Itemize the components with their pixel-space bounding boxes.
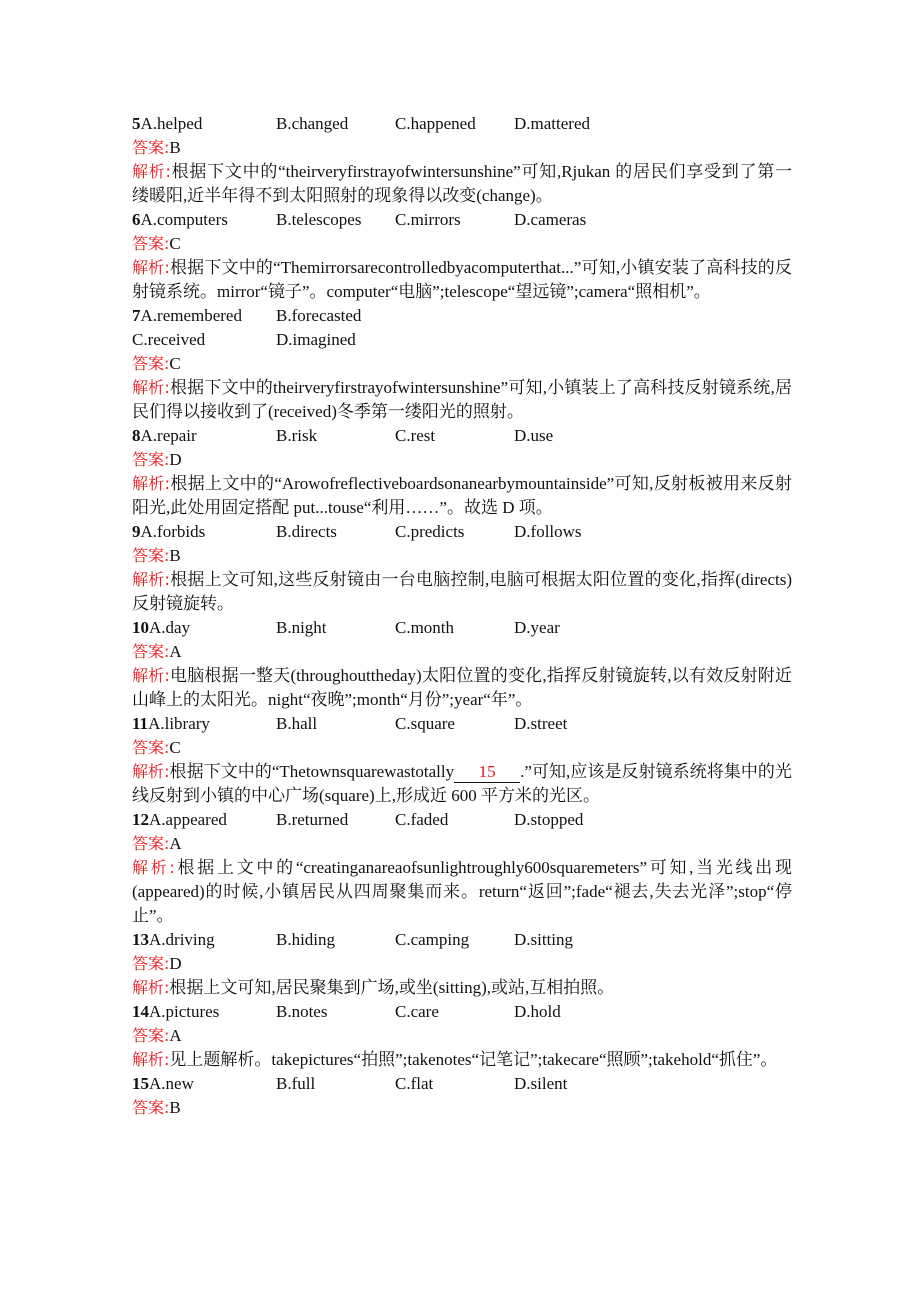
answer-value: A [169,1026,182,1045]
option-a: 6A.computers [132,210,228,229]
explanation-label: 解析: [132,858,175,877]
explanation [132,760,792,808]
answer-label: 答案: [132,234,170,253]
explanation-text: 根据上文可知,居民聚集到广场,或坐(sitting),或站,互相拍照。 [169,978,615,997]
question-number: 10 [132,618,149,637]
answer-value: D [169,954,182,973]
answer-line [132,640,792,664]
option-a: 10A.day [132,618,191,637]
option-b: B.directs [276,522,337,541]
question-number: 7 [132,306,141,325]
option-a: 8A.repair [132,426,197,445]
explanation [132,376,792,424]
answer-line [132,448,792,472]
answer-line [132,352,792,376]
explanation-label: 解析: [132,378,170,397]
option-d: D.street [514,714,568,733]
options-row [132,1072,792,1096]
question-5 [132,112,792,208]
explanation-text: 根据下文中的theirveryfirstrayofwintersunshine”可知,小镇装上了高科技反射镜系统,居民们得以接收到了(received)冬季第一缕阳光的照射。 [132,378,792,421]
option-b: B.notes [276,1002,328,1021]
option-c: C.square [395,714,455,733]
question-number: 6 [132,210,141,229]
explanation [132,976,792,1000]
option-d: D.cameras [514,210,587,229]
options-row [132,712,792,736]
question-9 [132,520,792,616]
option-b: B.hall [276,714,318,733]
option-b: B.telescopes [276,210,362,229]
option-a: 5A.helped [132,114,203,133]
question-14 [132,1000,792,1072]
answer-line [132,232,792,256]
answer-label: 答案: [132,1098,170,1117]
options-row [132,520,792,544]
explanation [132,256,792,304]
question-6 [132,208,792,304]
option-b: B.full [276,1074,316,1093]
explanation-label: 解析: [132,162,171,181]
option-b: B.night [276,618,327,637]
question-12 [132,808,792,928]
explanation-text: 根据上文可知,这些反射镜由一台电脑控制,电脑可根据太阳位置的变化,指挥(directs)反射镜旋转。 [132,570,792,613]
question-number: 11 [132,714,149,733]
option-a: 7A.remembered [132,306,242,325]
option-d: D.mattered [514,114,590,133]
options-row [132,808,792,832]
option-c: C.camping [395,930,470,949]
option-b: B.risk [276,426,318,445]
question-13 [132,928,792,1000]
question-number: 12 [132,810,149,829]
option-c: C.predicts [395,522,465,541]
answer-line [132,952,792,976]
answer-line [132,1096,792,1120]
question-number: 14 [132,1002,149,1021]
explanation-label: 解析: [132,1050,170,1069]
answer-label: 答案: [132,354,170,373]
answer-value: C [169,234,181,253]
question-number: 15 [132,1074,149,1093]
explanation [132,568,792,616]
option-a: 14A.pictures [132,1002,220,1021]
option-d: D.imagined [276,330,356,349]
explanation-label: 解析: [132,666,170,685]
answer-label: 答案: [132,1026,170,1045]
explanation-text: 根据下文中的“Thetownsquarewastotally [169,762,455,781]
explanation-label: 解析: [132,474,171,493]
options-row [132,1000,792,1024]
explanation [132,472,792,520]
option-b: B.changed [276,114,349,133]
answer-label: 答案: [132,138,170,157]
answer-line [132,1024,792,1048]
option-d: D.year [514,618,560,637]
explanation-text-cont: .”可知,应该是反射镜系统将集中的光线反射到小镇的中心广场(square)上,形成近 600 平方米的光区。 [132,762,792,805]
answer-value: D [169,450,182,469]
answer-line [132,136,792,160]
question-number: 9 [132,522,141,541]
explanation-text: 电脑根据一整天(throughouttheday)太阳位置的变化,指挥反射镜旋转,以有效反射附近山峰上的太阳光。night“夜晚”;month“月份”;year“年”。 [132,666,792,709]
question-8 [132,424,792,520]
answer-line [132,736,792,760]
blank-15: 15 [454,762,520,783]
answer-label: 答案: [132,450,170,469]
explanation-text: 根据上文中的“creatinganareaofsunlightroughly600squaremeters”可知,当光线出现(appeared)的时候,小镇居民从四周聚集而来。return“返回”;fade“褪去,失去光泽”;stop“停止”。 [132,858,792,925]
explanation-label: 解析: [132,258,170,277]
answer-value: A [169,834,182,853]
explanation-text: 见上题解析。takepictures“拍照”;takenotes“记笔记”;takecare“照顾”;takehold“抓住”。 [169,1050,778,1069]
options-row-1 [132,304,792,328]
question-10 [132,616,792,712]
option-a: 13A.driving [132,930,215,949]
option-c: C.faded [395,810,449,829]
explanation [132,1048,792,1072]
options-row [132,208,792,232]
document-page [132,112,792,1120]
option-c: C.month [395,618,455,637]
answer-value: C [169,738,181,757]
options-row [132,424,792,448]
explanation [132,856,792,928]
option-b: B.hiding [276,930,336,949]
option-a: 15A.new [132,1074,194,1093]
option-d: D.sitting [514,930,574,949]
option-a: 12A.appeared [132,810,227,829]
option-a: 9A.forbids [132,522,206,541]
answer-value: B [169,138,181,157]
options-row [132,616,792,640]
option-a: 11A.library [132,714,210,733]
option-d: D.hold [514,1002,561,1021]
answer-label: 答案: [132,834,170,853]
explanation-text: 根据上文中的“Arowofreflectiveboardsonanearbymountainside”可知,反射板被用来反射阳光,此处用固定搭配 put...touse“利用……”。故选 D 项。 [132,474,792,517]
option-d: D.stopped [514,810,584,829]
answer-line [132,832,792,856]
answer-value: B [169,1098,181,1117]
answer-value: B [169,546,181,565]
answer-line [132,544,792,568]
answer-label: 答案: [132,642,170,661]
option-c: C.rest [395,426,436,445]
option-d: D.follows [514,522,582,541]
explanation [132,160,792,208]
question-7 [132,304,792,424]
option-c: C.care [395,1002,439,1021]
question-11 [132,712,792,808]
answer-value: C [169,354,181,373]
options-row [132,928,792,952]
explanation [132,664,792,712]
option-c: C.received [132,330,206,349]
explanation-label: 解析: [132,762,170,781]
explanation-label: 解析: [132,570,170,589]
option-c: C.mirrors [395,210,461,229]
option-d: D.use [514,426,554,445]
explanation-text: 根据下文中的“Themirrorsarecontrolledbyacomputerthat...”可知,小镇安装了高科技的反射镜系统。mirror“镜子”。computer“电脑”;telescope“望远镜”;camera“照相机”。 [132,258,792,301]
answer-label: 答案: [132,546,170,565]
question-number: 8 [132,426,141,445]
options-row [132,112,792,136]
option-b: B.returned [276,810,349,829]
explanation-label: 解析: [132,978,170,997]
option-d: D.silent [514,1074,568,1093]
option-c: C.happened [395,114,476,133]
question-15 [132,1072,792,1120]
question-number: 5 [132,114,141,133]
options-row-2 [132,328,792,352]
option-b: B.forecasted [276,306,362,325]
option-c: C.flat [395,1074,434,1093]
answer-label: 答案: [132,954,170,973]
answer-label: 答案: [132,738,170,757]
question-number: 13 [132,930,149,949]
answer-value: A [169,642,182,661]
explanation-text: 根据下文中的“theirveryfirstrayofwintersunshine”可知,Rjukan 的居民们享受到了第一缕暖阳,近半年得不到太阳照射的现象得以改变(change)。 [132,162,792,205]
